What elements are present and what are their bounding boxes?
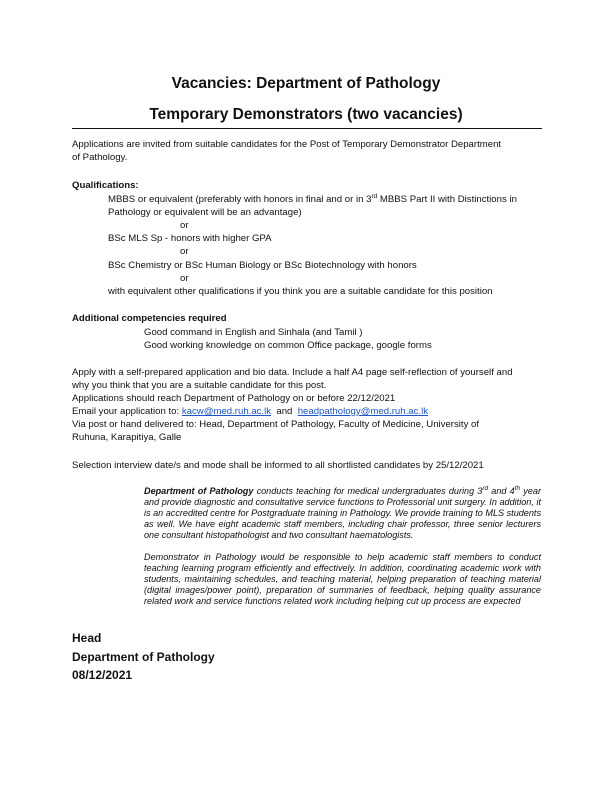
intro-line-1: Applications are invited from suitable candidates for the Post of Temporary Demonstrator Department [72,139,502,150]
about-department-paragraph: Department of Pathology conducts teaching for medical undergraduates during 3rd and 4th year and provide diagnostic and consultative service functions to Professorial unit surgery. In addition, it is an accredited centre for Postgraduate training in Pathology. We provide training to MLS students as well. We have eight academic staff members, including chair professor, three senior lecturers one consultant histopathologist and two consultant haematologists. [144,484,541,540]
email-line: Email your application to: kacw@med.ruh.ac.lk and headpathology@med.ruh.ac.lk [72,406,428,417]
qualification-or-3: or [180,273,189,284]
qualification-or-1: or [180,220,189,231]
selection-notice: Selection interview date/s and mode shall be informed to all shortlisted candidates by 25/12/2021 [72,460,484,471]
email-link-kacw[interactable]: kacw@med.ruh.ac.lk [181,406,272,417]
signature-department: Department of Pathology [72,650,215,664]
page-subtitle: Temporary Demonstrators (two vacancies) [149,106,463,123]
qualification-or-2: or [180,246,189,257]
title-divider [72,128,542,129]
qualification-item-4: with equivalent other qualifications if you think you are a suitable candidate for this position [108,286,493,297]
qualification-item-1-cont: Pathology or equivalent will be an advantage) [108,207,302,218]
signature-date: 08/12/2021 [72,668,133,682]
email-link-headpathology[interactable]: headpathology@med.ruh.ac.lk [297,406,428,417]
deadline-line: Applications should reach Department of Pathology on or before 22/12/2021 [72,393,396,404]
qualification-item-3: BSc Chemistry or BSc Human Biology or BSc Biotechnology with honors [108,260,417,271]
qualifications-heading: Qualifications: [72,180,139,191]
competency-item-1: Good command in English and Sinhala (and Tamil ) [144,327,363,338]
post-line-1: Via post or hand delivered to: Head, Department of Pathology, Faculty of Medicine, University of [72,419,480,430]
demonstrator-role-paragraph: Demonstrator in Pathology would be responsible to help academic staff members to conduct teaching learning program efficiently and effectively. In addition, coordinating academic work with students, maintaining schedules, and teaching material, helping preparation of teaching material (digital images/power point), preparation of summaries of feedback, helping quality assurance related work and service functions related work including helping cut up process are expected [144,552,541,606]
qualification-item-1: MBBS or equivalent (preferably with honors in final and or in 3rd MBBS Part II with Distinctions in [108,192,517,205]
page-title: Vacancies: Department of Pathology [171,75,441,92]
post-line-2: Ruhuna, Karapitiya, Galle [72,432,182,443]
department-name: Department of Pathology [144,486,254,496]
competencies-heading: Additional competencies required [72,313,227,324]
apply-line-1: Apply with a self-prepared application and bio data. Include a half A4 page self-reflection of yourself and [72,367,513,378]
signature-title: Head [72,631,102,645]
intro-line-2: of Pathology. [72,152,128,163]
apply-line-2: why you think that you are a suitable candidate for this post. [72,380,327,391]
qualification-item-2: BSc MLS Sp - honors with higher GPA [108,233,272,244]
competency-item-2: Good working knowledge on common Office package, google forms [144,340,432,351]
